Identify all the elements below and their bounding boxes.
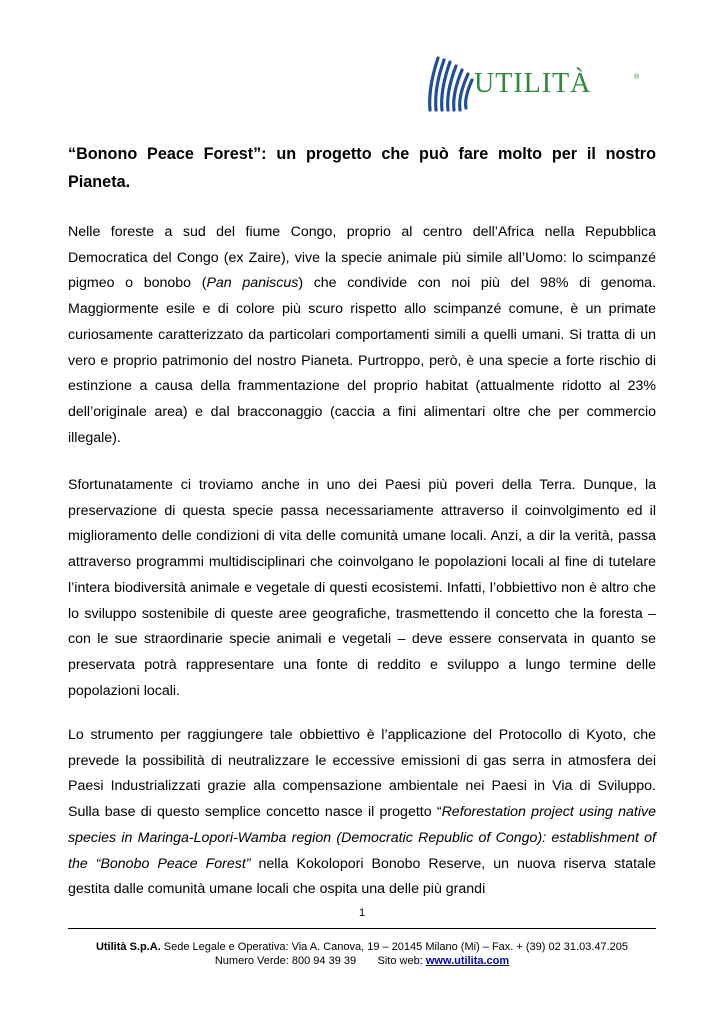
footer-website-label: Sito web: <box>377 955 426 967</box>
paragraph-3-text-b: nella Kokolopori Bonobo Reserve, un nuova riserva statale gestita dalle comunità umane locali che ospita una delle più grandi <box>68 855 656 898</box>
footer-green-number: Numero Verde: 800 94 39 39 <box>214 955 357 967</box>
logo-wordmark: UTILITÀ <box>474 68 592 99</box>
utilita-logo <box>424 52 644 114</box>
paragraph-3-text-a: Lo strumento per raggiungere tale obbiettivo è l’applicazione del Protocollo di Kyoto, che prevede la possibilità di neutralizzare le eccessive emissioni di gas serra in atmosfera dei Paesi Industrializzati grazie alla compensazione ambientale nei Paesi in Via di Sviluppo. Sulla base di questo semplice concetto nasce il progetto “ <box>68 727 656 821</box>
registered-mark: ® <box>634 74 640 81</box>
footer <box>0 940 724 968</box>
footer-website-link[interactable]: www.utilita.com <box>425 955 510 967</box>
footer-company: Utilità S.p.A. <box>95 941 161 953</box>
species-name: Pan paniscus <box>206 275 299 292</box>
document-title: “Bonono Peace Forest”: un progetto che può fare molto per il nostro Pianeta. <box>68 145 656 191</box>
paragraph-1-text-a: Nelle foreste a sud del fiume Congo, proprio al centro dell’Africa nella Repubblica Democratica del Congo (ex Zaire), vive la specie animale più simile all’Uomo: lo scimpanzé pigmeo o bonobo ( <box>68 224 656 292</box>
footer-line-2 <box>0 954 724 968</box>
footer-divider <box>68 928 656 929</box>
page-number: 1 <box>358 907 366 919</box>
project-title: Reforestation project using native species in Maringa-Lopori-Wamba region (Democratic Republic of Congo): establishment of the “Bonobo Peace Forest” <box>68 804 656 872</box>
paragraph-2: Sfortunatamente ci troviamo anche in uno dei Paesi più poveri della Terra. Dunque, la preservazione di questa specie passa necessariamente attraverso il coinvolgimento ed il miglioramento delle condizioni di vita delle comunità umane locali. Anzi, a dir la verità, passa attraverso programmi multidisciplinari che coinvolgano le popolazioni locali al fine di tutelare l’intera biodiversità animale e vegetale di questi ecosistemi. Infatti, l’obbiettivo non è altro che lo sviluppo sostenibile di queste aree geografiche, trasmettendo il concetto che la foresta – con le sue straordinarie specie animali e vegetali – deve essere conservata in quanto se preservata potrà rappresentare una fonte di reddito e sviluppo a lungo termine delle popolazioni locali. <box>68 477 656 699</box>
paragraph-3 <box>68 723 656 903</box>
paragraph-1 <box>68 220 656 451</box>
paragraph-1-text-b: ) che condivide con noi più del 98% di genoma. Maggiormente esile e di colore più scuro rispetto allo scimpanzé comune, è un primate curiosamente caratterizzato da particolari comportamenti simili a quelli umani. Si tratta di un vero e proprio patrimonio del nostro Pianeta. Purtroppo, però, è una specie a forte rischio di estinzione a causa della frammentazione del proprio habitat (attualmente ridotto al 23% dell’originale area) e dal bracconaggio (caccia a fini alimentari oltre che per commercio illegale). <box>68 275 656 446</box>
footer-address: Sede Legale e Operativa: Via A. Canova, 19 – 20145 Milano (Mi) – Fax. + (39) 02 31.03.47.205 <box>160 941 629 953</box>
footer-line-1 <box>0 940 724 954</box>
